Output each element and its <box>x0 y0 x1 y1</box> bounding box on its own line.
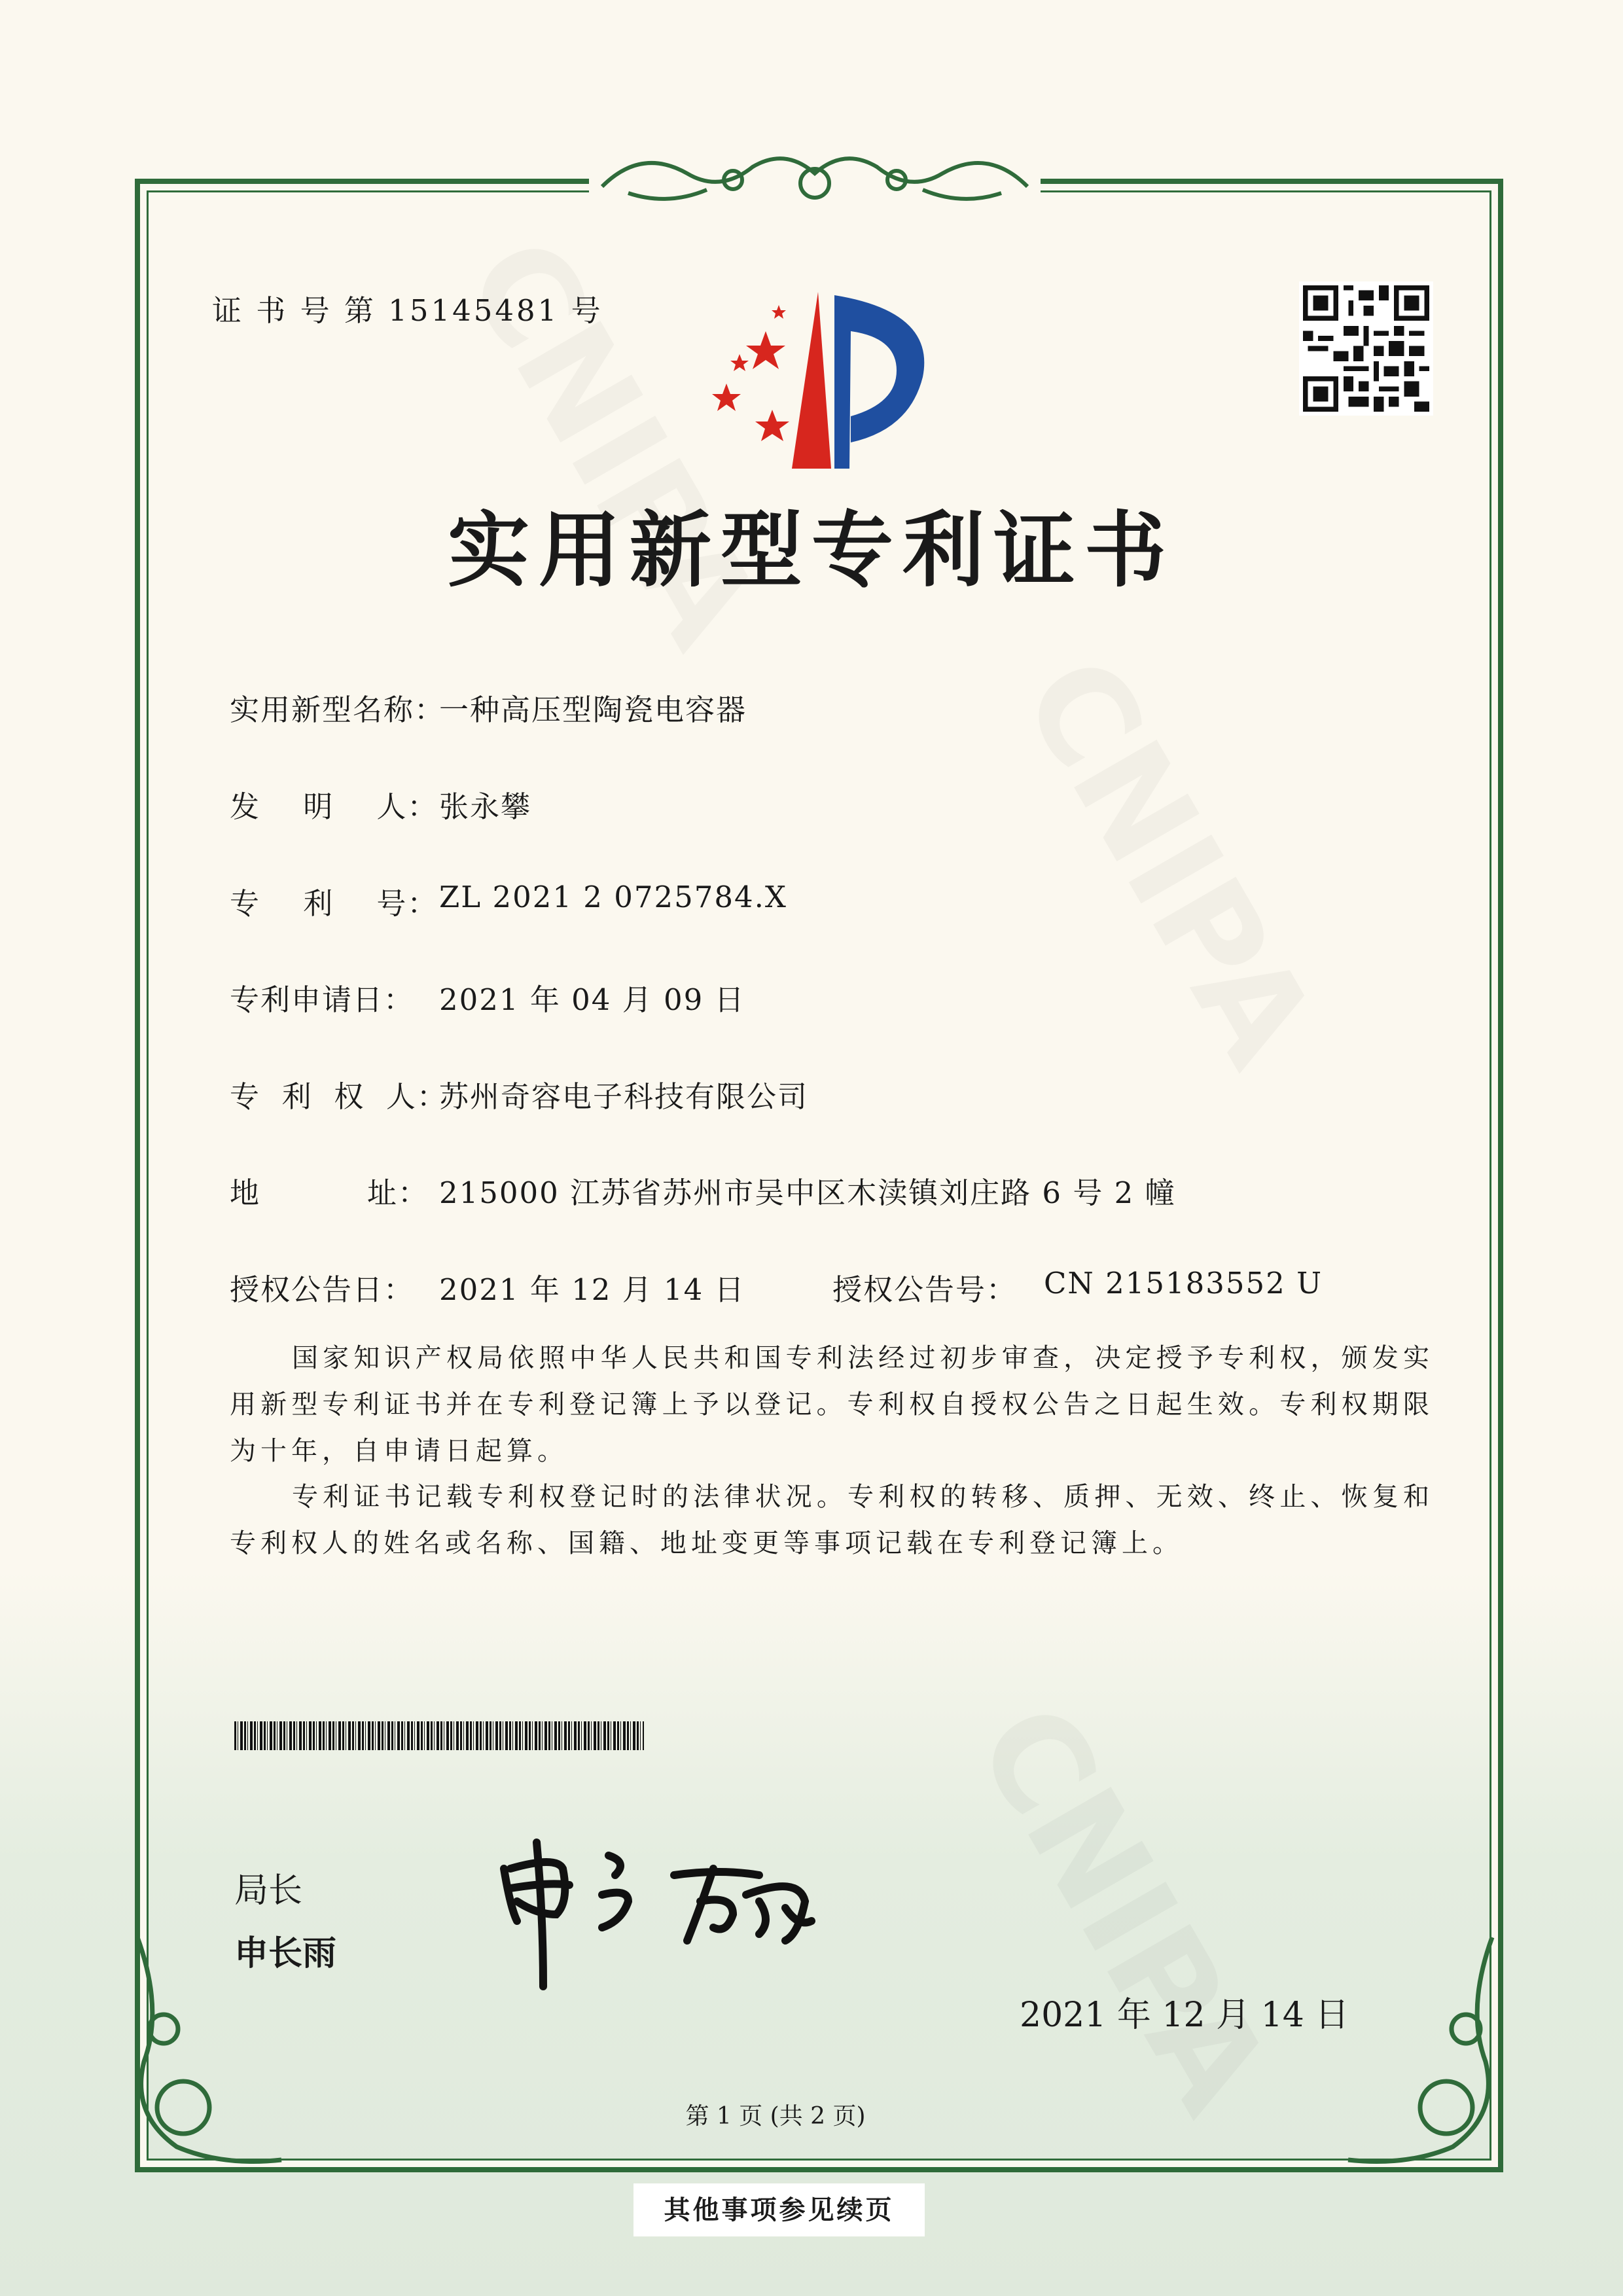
field-value-inventor: 张永攀 <box>439 789 532 824</box>
field-value-announcement-number: CN 215183552 U <box>1044 1266 1323 1300</box>
field-label-inventor: 发 明 人： <box>230 789 438 824</box>
field-value-patentee: 苏州奇容电子科技有限公司 <box>439 1079 809 1114</box>
field-label-patent-number: 专 利 号： <box>230 886 438 921</box>
field-value-grant-date: 2021 年 12 月 14 日 <box>439 1272 745 1307</box>
barcode <box>234 1721 644 1750</box>
field-label-announcement-number: 授权公告号： <box>832 1272 1018 1307</box>
qr-code <box>1299 281 1433 416</box>
field-label-name: 实用新型名称： <box>230 692 446 727</box>
page-title: 实用新型专利证书 <box>448 503 1175 598</box>
field-label-address: 地 址： <box>230 1175 429 1210</box>
field-value-name: 一种高压型陶瓷电容器 <box>439 692 747 727</box>
signatory-name: 申长雨 <box>234 1934 337 1973</box>
page-indicator: 第 1 页 (共 2 页) <box>685 2103 866 2130</box>
top-ornament <box>589 141 1041 213</box>
handwritten-signature <box>497 1829 838 1993</box>
corner-ornament-right <box>1335 1931 1505 2173</box>
signatory-role: 局长 <box>234 1871 303 1910</box>
field-label-grant-date: 授权公告日： <box>230 1272 415 1307</box>
paragraph-legal-status: 专利证书记载专利权登记时的法律状况。专利权的转移、质押、无效、终止、恢复和专利权人的姓名或名称、国籍、地址变更等事项记载在专利登记簿上。 <box>230 1482 1434 1558</box>
paragraph-grant: 国家知识产权局依照中华人民共和国专利法经过初步审查，决定授予专利权，颁发实用新型专利证书并在专利登记簿上予以登记。专利权自授权公告之日起生效。专利权期限为十年，自申请日起算。 <box>230 1343 1434 1466</box>
field-value-address: 215000 江苏省苏州市吴中区木渎镇刘庄路 6 号 2 幢 <box>439 1175 1176 1210</box>
issue-date: 2021 年 12 月 14 日 <box>1020 1996 1349 2035</box>
continuation-note: 其他事项参见续页 <box>633 2183 925 2236</box>
cnipa-logo <box>700 285 936 475</box>
field-value-filing-date: 2021 年 04 月 09 日 <box>439 982 745 1017</box>
field-value-patent-number: ZL 2021 2 0725784.X <box>439 880 787 914</box>
field-label-patentee: 专 利 权 人： <box>230 1079 448 1114</box>
field-label-filing-date: 专利申请日： <box>230 982 415 1017</box>
certificate-number: 证 书 号 第 15145481 号 <box>212 293 603 328</box>
